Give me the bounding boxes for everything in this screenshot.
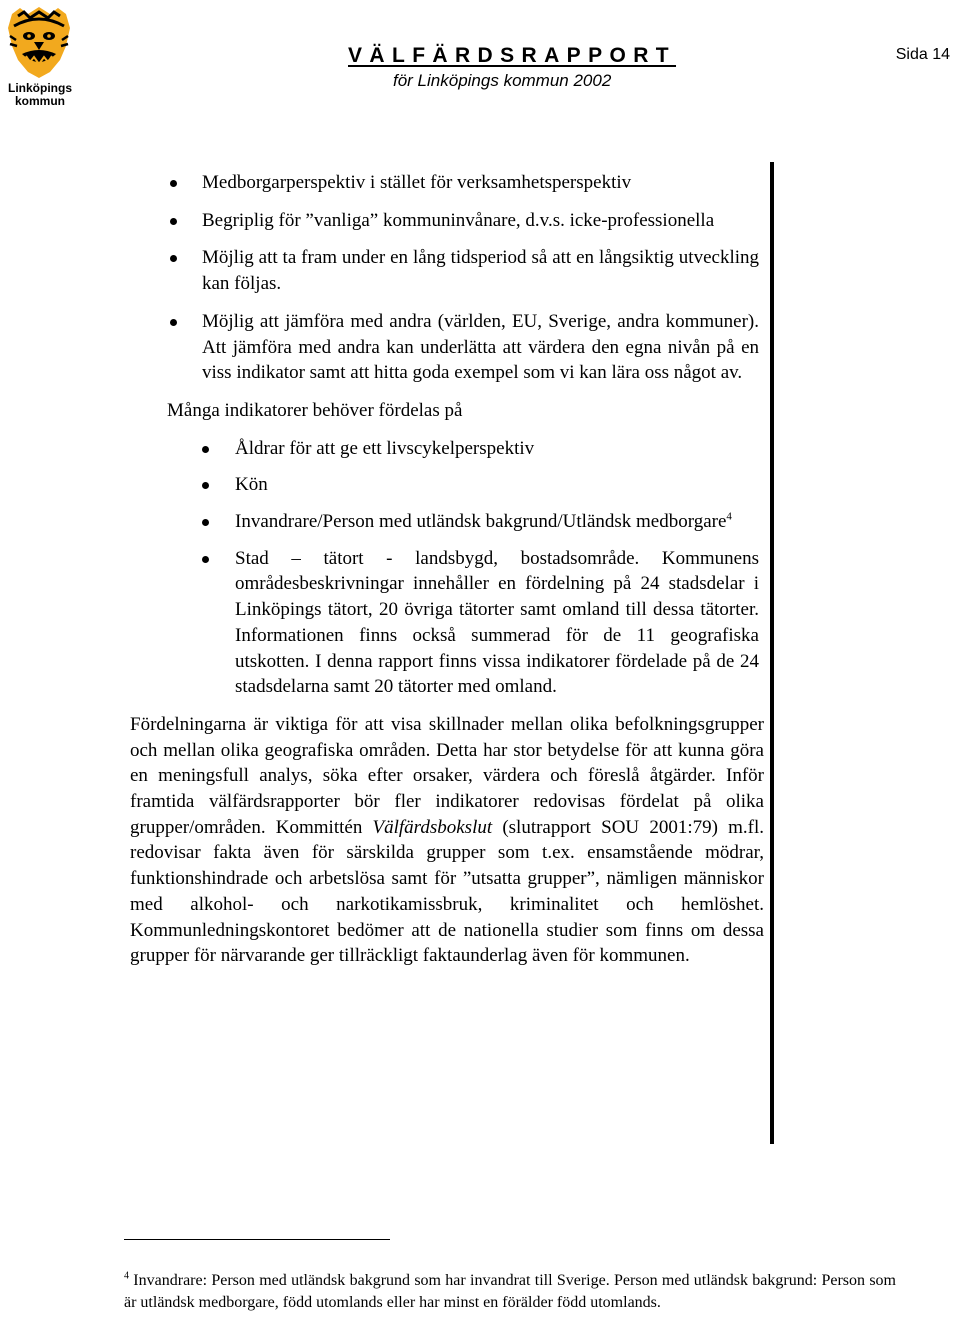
paragraph-text: Fördelningarna är viktiga för att visa skillnader mellan olika befolkningsgrupper och mellan olika geografiska områden. Detta har stor betydelse för att kunna göra en meningsfull analys, söka efter orsaker, värdera och föreslå åtgärder. Inför framtida välfärdsrapporter bör fler indikatorer redovisas fördelat på olika grupper/områden. Kommittén bbox=[130, 713, 764, 838]
criteria-list bbox=[202, 170, 759, 386]
municipality-logo bbox=[4, 6, 74, 108]
main-paragraph bbox=[130, 712, 764, 969]
list-item: Stad – tätort - landsbygd, bostadsområde. Kommunens områdesbeskrivningar innehåller en fördelning på 24 stadsdelar i Linköpings tätort, 20 övriga tätorter samt omland till dessa tätorter. Informationen finns också summerad för de 11 geografiska utskotten. I denna rapport finns vissa indikatorer fördelade på de 24 stadsdelarna samt 20 tätorter med omland. bbox=[235, 546, 759, 700]
list-item-text: Invandrare/Person med utländsk bakgrund/Utländsk medborgare bbox=[235, 511, 727, 533]
list-item bbox=[235, 509, 759, 535]
report-title: VÄLFÄRDSRAPPORT bbox=[348, 44, 677, 67]
page-number: Sida 14 bbox=[895, 46, 950, 63]
footnote-text: Invandrare: Person med utländsk bakgrund som har invandrat till Sverige. Person med utländsk bakgrund: Person som är utländsk medborgare, född utomlands eller har minst en förälder född utomlands. bbox=[124, 1272, 896, 1311]
list-item: Begriplig för ”vanliga” kommuninvånare, d.v.s. icke-professionella bbox=[202, 208, 759, 234]
footnote-reference[interactable]: 4 bbox=[726, 510, 732, 523]
footnote bbox=[124, 1270, 896, 1314]
logo-text bbox=[4, 82, 76, 108]
list-item: Medborgarperspektiv i stället för verksamhetsperspektiv bbox=[202, 170, 759, 196]
paragraph-text: (slutrapport SOU 2001:79) m.fl. redovisar fakta även för särskilda grupper som t.ex. ensamstående mödrar, funktionshindrade och arbetslösa samt för ”utsatta grupper”, nämligen människor med alkohol- och narkotikamissbruk, kriminalitet och hemlöshet. Kommunledningskontoret bedömer att de nationella studier som finns om dessa grupper för närvarande ger tillräckligt faktaunderlag även för kommunen. bbox=[130, 816, 764, 967]
logo-text-line1: Linköpings bbox=[8, 81, 72, 95]
margin-change-bar bbox=[770, 162, 774, 1144]
report-subtitle: för Linköpings kommun 2002 bbox=[393, 71, 612, 90]
logo-text-line2: kommun bbox=[14, 94, 65, 108]
footnote-separator bbox=[124, 1239, 390, 1240]
list-item: Möjlig att ta fram under en lång tidsperiod så att en långsiktig utveckling kan följas. bbox=[202, 245, 759, 296]
list-item: Kön bbox=[235, 472, 759, 498]
report-title-reference: Välfärdsbokslut bbox=[372, 816, 493, 838]
list-item: Åldrar för att ge ett livscykelperspektiv bbox=[235, 436, 759, 462]
footnote-number: 4 bbox=[124, 1270, 129, 1282]
list-item: Möjlig att jämföra med andra (världen, EU, Sverige, andra kommuner). Att jämföra med andra kan underlätta att värdera den egna nivån på en viss indikator samt att hitta goda exempel som vi kan lära oss något av. bbox=[202, 309, 759, 386]
distribution-list bbox=[235, 436, 759, 700]
distribution-intro: Många indikatorer behöver fördelas på bbox=[167, 399, 463, 421]
lion-crest-icon bbox=[4, 6, 74, 80]
document-body bbox=[130, 170, 764, 988]
